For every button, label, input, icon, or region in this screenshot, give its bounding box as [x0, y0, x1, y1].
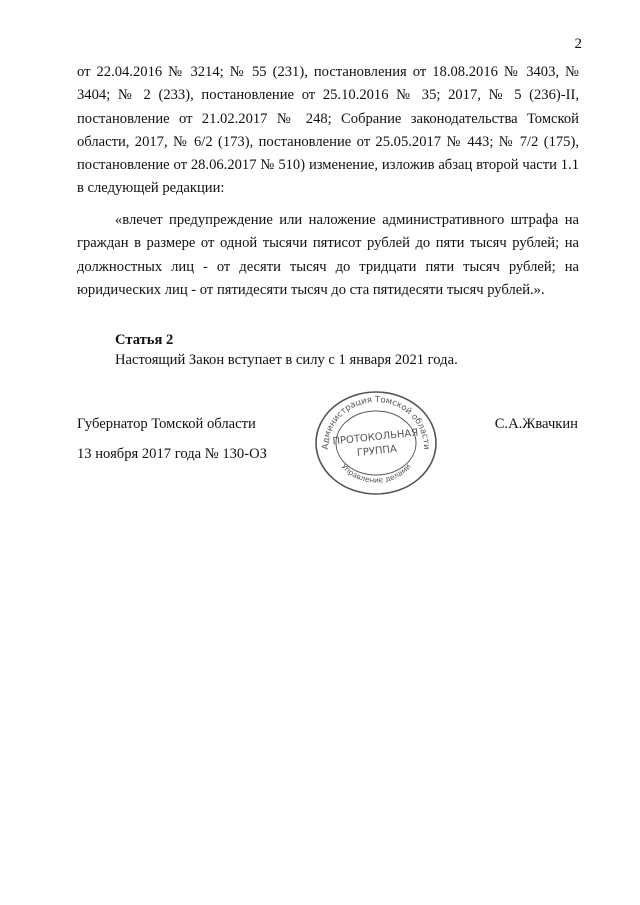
stamp-outer-top-text: Администрация Томской области — [320, 394, 432, 450]
paragraph-amendment: от 22.04.2016 № 3214; № 55 (231), постановления от 18.08.2016 № 3403, № 3404; № 2 (233), постановление от 25.10.2016 № 35; 2017, № 5 (236)-II, постановление от 21.02.2017 № 248; Собрание законодательства Томской области, 2017, № 6/2 (173), постановление от 25.05.2017 № 443; № 7/2 (175), постановление от 28.06.2017 № 510) изменение, изложив абзац второй части 1.1 в следующей редакции: — [77, 64, 579, 197]
article-title: Статья 2 — [115, 332, 174, 348]
signer-name: С.А.Жвачкин — [494, 416, 578, 432]
article-text: Настоящий Закон вступает в силу с 1 января 2021 года. — [115, 352, 458, 368]
page-number: 2 — [574, 36, 582, 52]
stamp-outer-bottom-text: Управление делами — [339, 462, 413, 485]
svg-text:Управление делами — [339, 462, 412, 485]
official-stamp — [313, 390, 439, 496]
signer-position: Губернатор Томской области — [77, 416, 256, 432]
stamp-center-line1: ПРОТОКОЛЬНАЯ — [332, 427, 419, 448]
stamp-center-line2: ГРУППА — [356, 443, 398, 460]
paragraph-quoted-text: «влечет предупреждение или наложение административного штрафа на граждан в размере от одной тысячи пятисот рублей до пяти тысяч рублей; на должностных лиц - от десяти тысяч до тридцати пяти тысяч рублей; на юридических лиц - от пятидесяти тысяч до ста пятидесяти тысяч рублей.». — [77, 212, 579, 298]
document-date-number: 13 ноября 2017 года № 130-ОЗ — [77, 446, 267, 462]
